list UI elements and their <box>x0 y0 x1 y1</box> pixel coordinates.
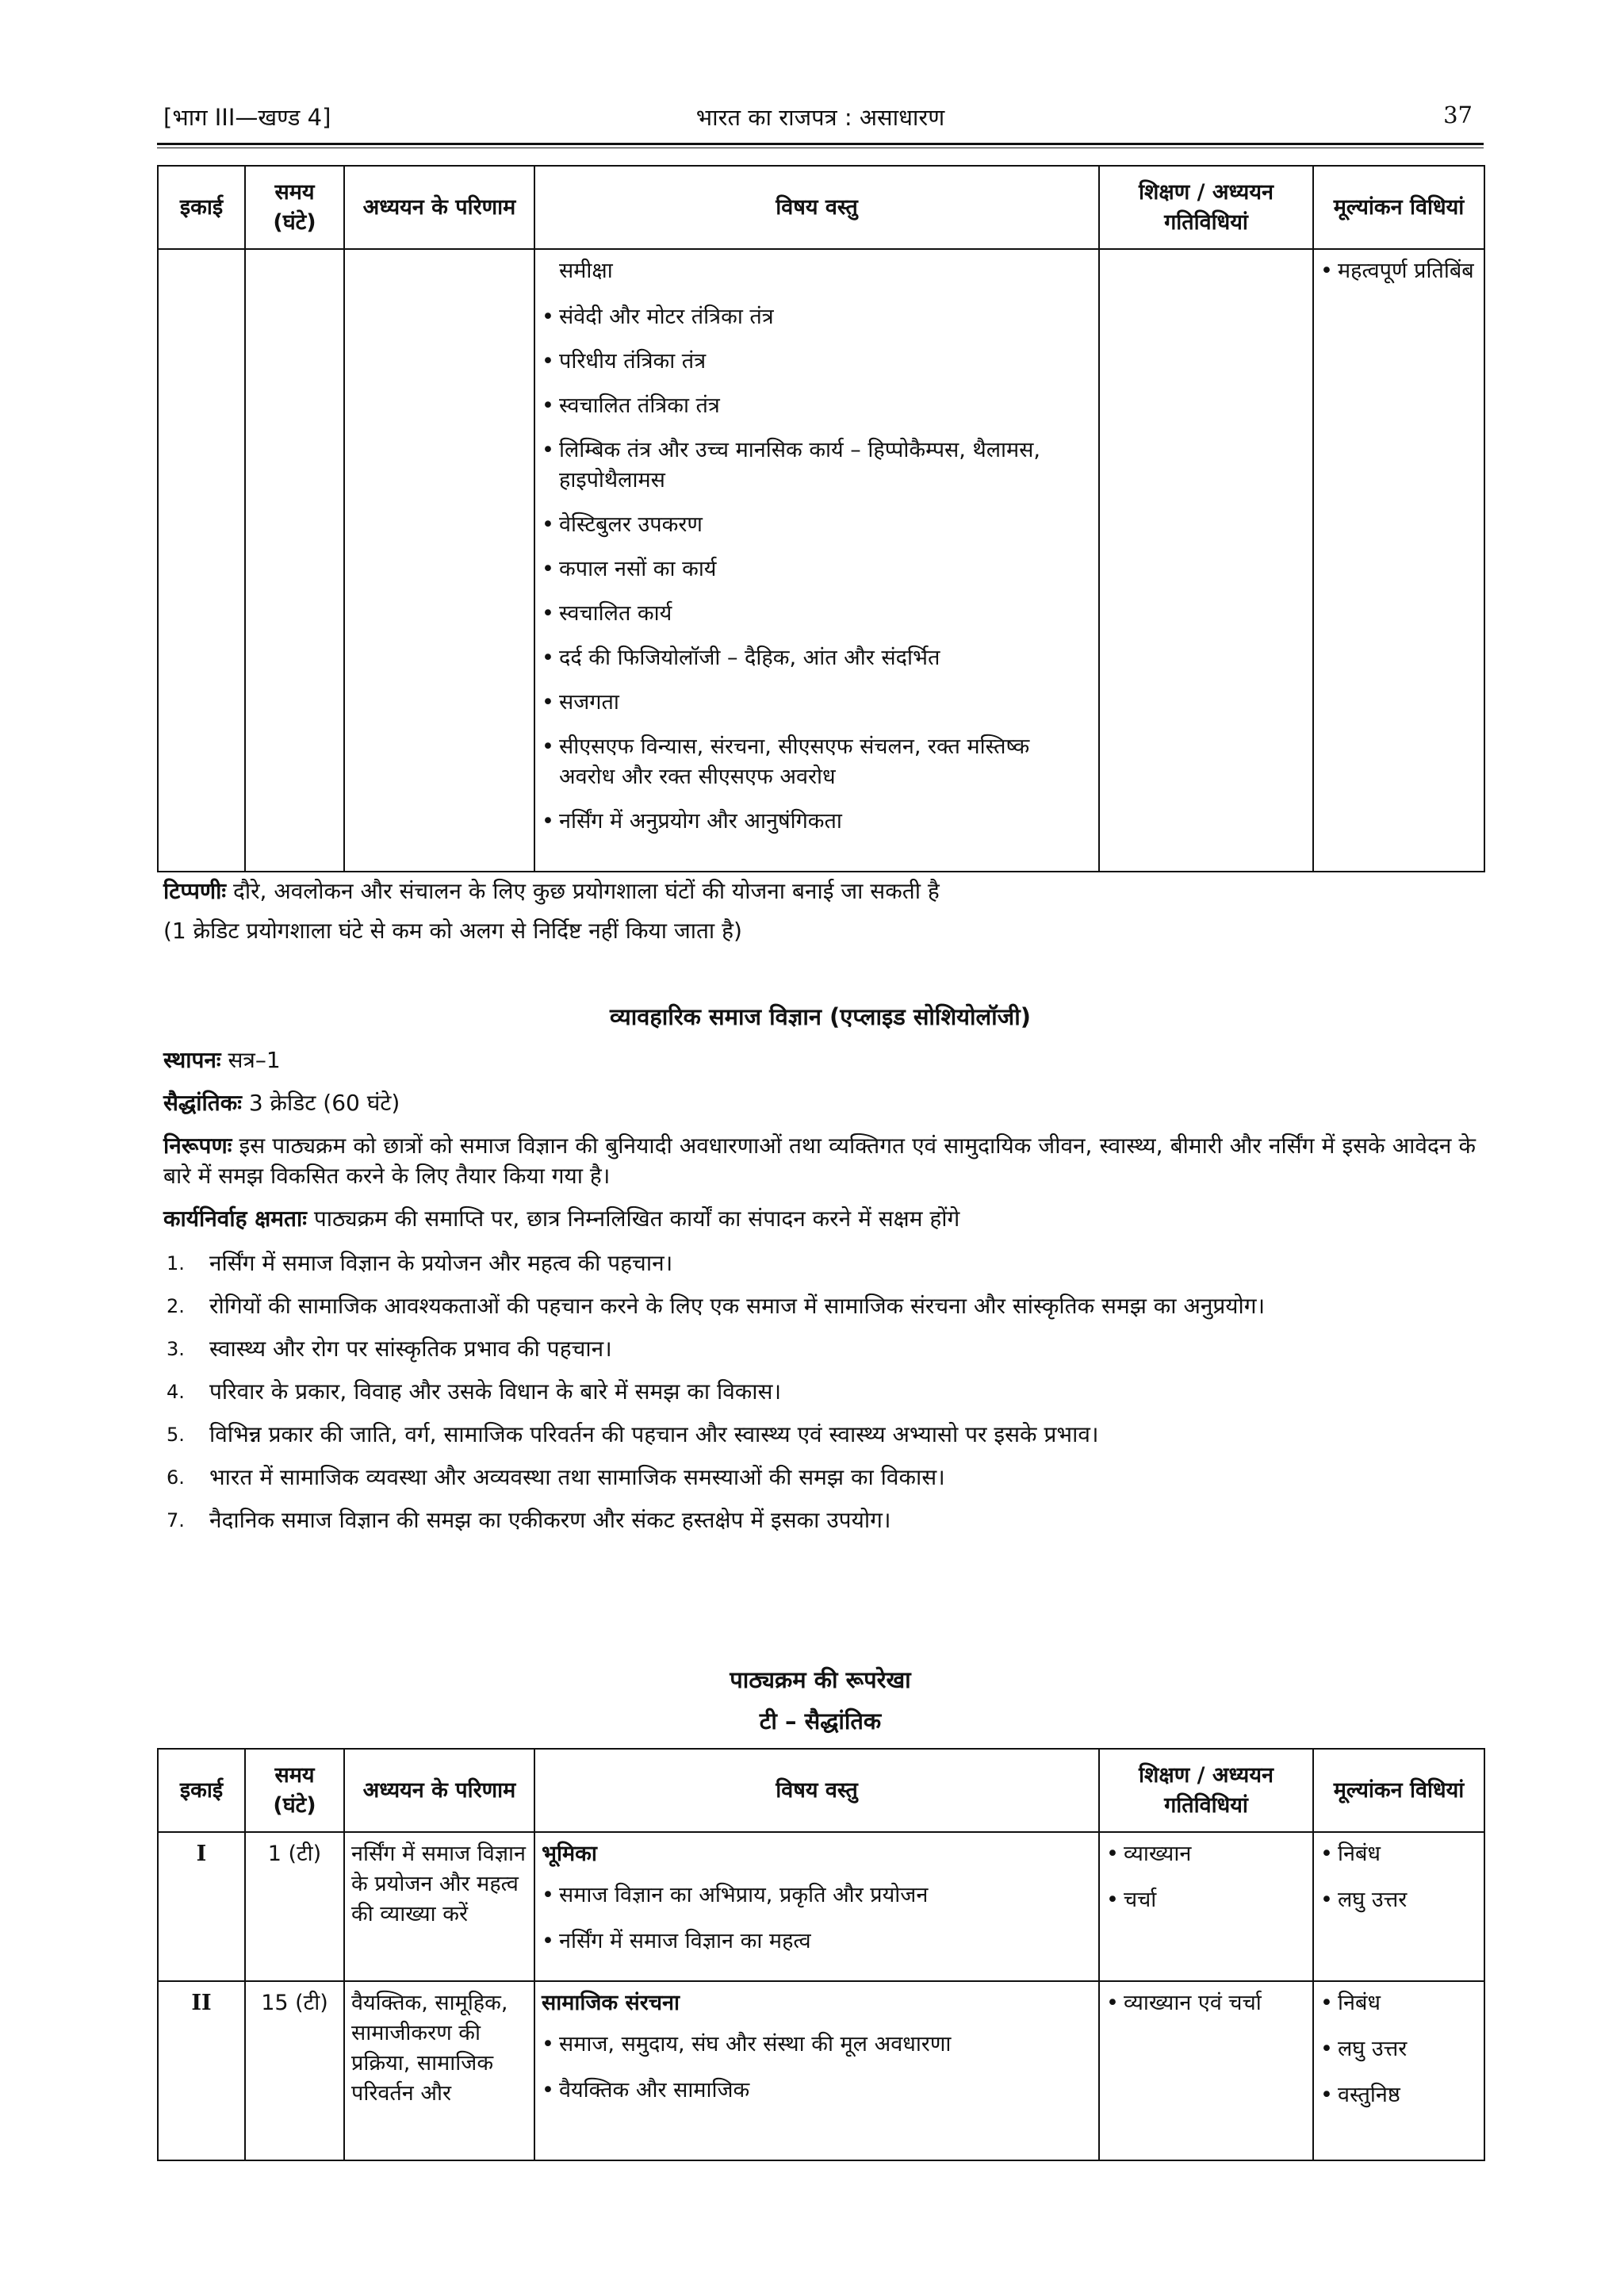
placement <box>163 1045 1476 1075</box>
cell-time: 1 (टी) <box>245 1832 344 1981</box>
table-row <box>158 249 1484 872</box>
outline-title: पाठ्यक्रम की रूपरेखा <box>730 1666 911 1693</box>
header-assessment: मूल्यांकन विधियां <box>1313 166 1484 249</box>
theory-label: सैद्धांतिकः <box>163 1090 242 1116</box>
list-item: • वेस्टिबुलर उपकरण <box>542 510 1092 540</box>
competency <box>163 1204 1476 1234</box>
list-item: • चर्चा <box>1106 1885 1306 1915</box>
header-outcomes: अध्ययन के परिणाम <box>344 1749 534 1832</box>
assessment-list <box>1320 1988 1477 2110</box>
competency-label: कार्यनिर्वाह क्षमताः <box>163 1205 307 1232</box>
cell-time: 15 (टी) <box>245 1981 344 2160</box>
item-number: 3. <box>167 1338 185 1360</box>
content-list <box>542 302 1092 837</box>
header-activities: शिक्षण / अध्ययन गतिविधियां <box>1099 166 1313 249</box>
theory-credits <box>163 1088 1476 1118</box>
cell-content <box>534 1981 1099 2160</box>
content-heading: भूमिका <box>542 1842 597 1866</box>
list-item: • महत्वपूर्ण प्रतिबिंब <box>1320 256 1477 286</box>
competency-text: पाठ्यक्रम की समाप्ति पर, छात्र निम्नलिखित कार्यों का संपादन करने में सक्षम होंगे <box>306 1205 960 1232</box>
cell-outcomes: वैयक्तिक, सामूहिक, सामाजीकरण की प्रक्रिया, सामाजिक परिवर्तन और <box>344 1981 534 2160</box>
cell-activities <box>1099 1981 1313 2160</box>
list-item: • समाज विज्ञान का अभिप्राय, प्रकृति और प्रयोजन <box>542 1880 1092 1911</box>
list-item: • व्याख्यान <box>1106 1839 1306 1869</box>
description-text: इस पाठ्यक्रम को छात्रों को समाज विज्ञान की बुनियादी अवधारणाओं तथा व्यक्तिगत एवं सामुदायिक जीवन, स्वास्थ्य, बीमारी और नर्सिंग में इसके आवेदन के बारे में समझ विकसित करने के लिए तैयार किया गया है। <box>163 1133 1476 1189</box>
header-activities: शिक्षण / अध्ययन गतिविधियां <box>1099 1749 1313 1832</box>
syllabus-table <box>157 1748 1485 2161</box>
note-label: टिप्पणीः <box>163 878 227 904</box>
list-item: • निबंध <box>1320 1988 1477 2018</box>
list-item: • सजगता <box>542 688 1092 718</box>
header-time: समय (घंटे) <box>245 166 344 249</box>
list-item: • वस्तुनिष्ठ <box>1320 2080 1477 2110</box>
table-row <box>158 1832 1484 1981</box>
placement-label: स्थापनः <box>163 1047 221 1073</box>
note <box>163 876 940 907</box>
course-description <box>163 1131 1476 1191</box>
cell-content <box>534 249 1099 872</box>
item-text: नैदानिक समाज विज्ञान की समझ का एकीकरण और संकट हस्तक्षेप में इसका उपयोग। <box>209 1507 891 1533</box>
list-item: • परिधीय तंत्रिका तंत्र <box>542 347 1092 377</box>
cell-unit: I <box>158 1832 245 1981</box>
list-item <box>163 1462 1476 1493</box>
cell-outcomes <box>344 249 534 872</box>
list-item: • व्याख्यान एवं चर्चा <box>1106 1988 1306 2018</box>
list-item <box>163 1377 1476 1407</box>
placement-value: सत्र–1 <box>220 1047 281 1073</box>
list-item: • कपाल नसों का कार्य <box>542 554 1092 585</box>
activities-list <box>1106 1839 1306 1915</box>
header-time: समय (घंटे) <box>245 1749 344 1832</box>
list-item: • वैयक्तिक और सामाजिक <box>542 2076 1092 2106</box>
gazette-title: भारत का राजपत्र : असाधारण <box>695 104 945 131</box>
cell-assessment <box>1313 1832 1484 1981</box>
course-title: व्यावहारिक समाज विज्ञान (एप्लाइड सोशियोलॉजी) <box>610 1003 1031 1030</box>
item-number: 5. <box>167 1424 185 1446</box>
list-item: • सीएसएफ विन्यास, संरचना, सीएसएफ संचलन, रक्त मस्तिष्क अवरोध और रक्त सीएसएफ अवरोध <box>542 732 1092 792</box>
table-header-row <box>158 166 1484 249</box>
item-text: स्वास्थ्य और रोग पर सांस्कृतिक प्रभाव की पहचान। <box>209 1336 612 1362</box>
item-text: परिवार के प्रकार, विवाह और उसके विधान के बारे में समझ का विकास। <box>209 1378 782 1405</box>
list-item: • लघु उत्तर <box>1320 1885 1477 1915</box>
list-item <box>163 1291 1476 1321</box>
syllabus-table-continued <box>157 165 1485 872</box>
note-text: दौरे, अवलोकन और संचालन के लिए कुछ प्रयोगशाला घंटों की योजना बनाई जा सकती है <box>226 878 940 904</box>
assessment-list <box>1320 1839 1477 1915</box>
list-item: • स्वचालित तंत्रिका तंत्र <box>542 391 1092 421</box>
item-text: रोगियों की सामाजिक आवश्यकताओं की पहचान करने के लिए एक समाज में सामाजिक संरचना और सांस्कृतिक समझ का अनुप्रयोग। <box>209 1293 1266 1319</box>
content-list <box>542 1880 1092 1957</box>
item-text: नर्सिंग में समाज विज्ञान के प्रयोजन और महत्व की पहचान। <box>209 1250 673 1276</box>
list-item <box>163 1505 1476 1535</box>
list-item <box>163 1248 1476 1278</box>
list-item: • नर्सिंग में समाज विज्ञान का महत्व <box>542 1926 1092 1957</box>
description-label: निरूपणः <box>163 1133 232 1159</box>
item-number: 1. <box>167 1252 185 1274</box>
cell-unit <box>158 249 245 872</box>
header-unit: इकाई <box>158 1749 245 1832</box>
activities-list <box>1106 1988 1306 2018</box>
running-header <box>157 102 1484 141</box>
list-item: • लघु उत्तर <box>1320 2034 1477 2064</box>
item-number: 4. <box>167 1381 185 1403</box>
list-item: • स्वचालित कार्य <box>542 599 1092 629</box>
content-heading: सामाजिक संरचना <box>542 1991 680 2015</box>
cell-content <box>534 1832 1099 1981</box>
outline-subtitle: टी – सैद्धांतिक <box>759 1708 882 1734</box>
list-item: • निबंध <box>1320 1839 1477 1869</box>
header-assessment: मूल्यांकन विधियां <box>1313 1749 1484 1832</box>
cell-assessment <box>1313 249 1484 872</box>
list-item <box>163 1420 1476 1450</box>
cell-unit: II <box>158 1981 245 2160</box>
list-item: • संवेदी और मोटर तंत्रिका तंत्र <box>542 302 1092 332</box>
item-text: विभिन्न प्रकार की जाति, वर्ग, सामाजिक परिवर्तन की पहचान और स्वास्थ्य एवं स्वास्थ्य अभ्यासो पर इसके प्रभाव। <box>209 1421 1099 1447</box>
header-content: विषय वस्तु <box>534 166 1099 249</box>
theory-value: 3 क्रेडिट (60 घंटे) <box>241 1090 400 1116</box>
header-content: विषय वस्तु <box>534 1749 1099 1832</box>
cell-activities <box>1099 249 1313 872</box>
content-list <box>542 2030 1092 2106</box>
assessment-list <box>1320 256 1477 286</box>
list-item <box>163 1334 1476 1364</box>
section-marker: [भाग III—खण्ड 4] <box>163 104 331 131</box>
list-item: • नर्सिंग में अनुप्रयोग और आनुषंगिकता <box>542 807 1092 837</box>
item-text: भारत में सामाजिक व्यवस्था और अव्यवस्था तथा सामाजिक समस्याओं की समझ का विकास। <box>209 1464 945 1490</box>
cell-time <box>245 249 344 872</box>
outcomes-list <box>163 1248 1476 1548</box>
header-unit: इकाई <box>158 166 245 249</box>
list-item: • लिम्बिक तंत्र और उच्च मानसिक कार्य – हिप्पोकैम्पस, थैलामस, हाइपोथैलामस <box>542 435 1092 496</box>
table-header-row <box>158 1749 1484 1832</box>
list-item: • समाज, समुदाय, संघ और संस्था की मूल अवधारणा <box>542 2030 1092 2060</box>
cell-outcomes: नर्सिंग में समाज विज्ञान के प्रयोजन और महत्व की व्याख्या करें <box>344 1832 534 1981</box>
page-number: 37 <box>1443 102 1473 128</box>
cell-assessment <box>1313 1981 1484 2160</box>
item-number: 6. <box>167 1466 185 1489</box>
cell-activities <box>1099 1832 1313 1981</box>
header-outcomes: अध्ययन के परिणाम <box>344 166 534 249</box>
header-rule <box>157 143 1484 145</box>
list-item: • दर्द की फिजियोलॉजी – दैहिक, आंत और संदर्भित <box>542 643 1092 673</box>
item-number: 2. <box>167 1295 185 1317</box>
table-row <box>158 1981 1484 2160</box>
note-sub: (1 क्रेडिट प्रयोगशाला घंटे से कम को अलग से निर्दिष्ट नहीं किया जाता है) <box>163 918 742 944</box>
item-number: 7. <box>167 1509 185 1531</box>
content-review-line: समीक्षा <box>559 259 613 283</box>
